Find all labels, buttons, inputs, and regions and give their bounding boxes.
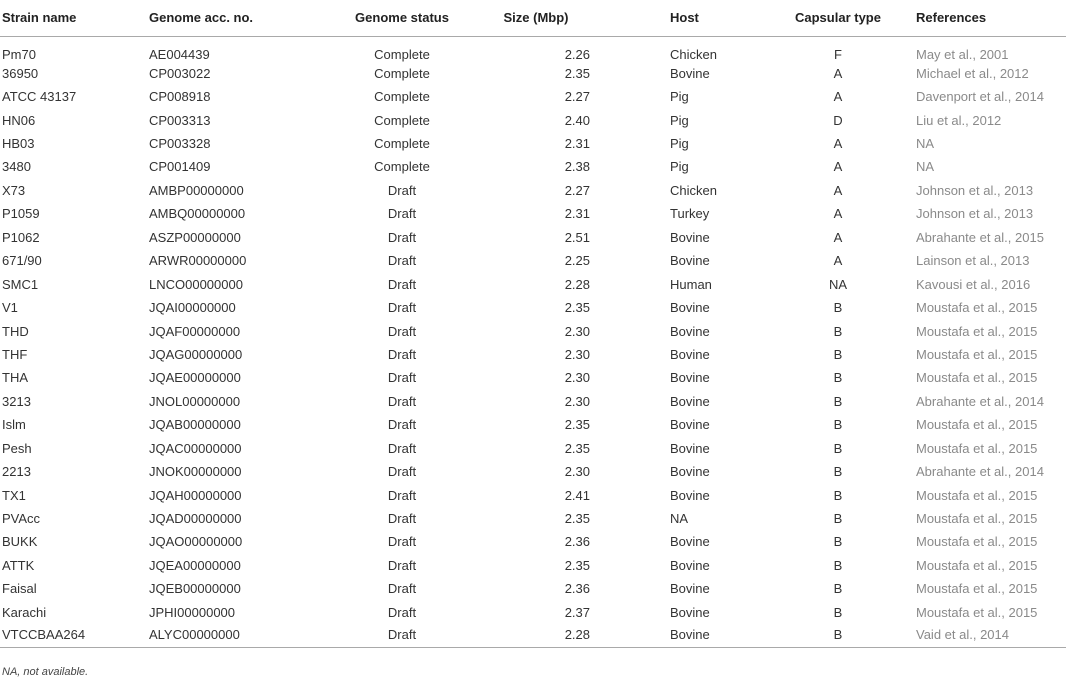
cell-reference: Moustafa et al., 2015 — [916, 323, 1038, 339]
header-host: Host — [590, 0, 778, 36]
cell-strain-name: 2213 — [2, 464, 31, 480]
cell-host: Bovine — [670, 253, 710, 269]
cell-reference: NA — [916, 159, 935, 175]
cell-size: 2.30 — [564, 323, 590, 339]
cell-host: Pig — [670, 89, 689, 105]
cell-genome-status: Draft — [387, 253, 417, 269]
cell-genome-acc: CP003328 — [149, 136, 211, 152]
table-row — [0, 554, 1066, 577]
header-size: Size (Mbp) — [482, 0, 590, 36]
table-row — [0, 155, 1066, 178]
cell-genome-acc: AMBP00000000 — [149, 182, 244, 198]
cell-strain-name: Islm — [2, 417, 26, 433]
cell-size: 2.37 — [564, 604, 590, 620]
table-row — [0, 202, 1066, 225]
cell-genome-acc: JQAF00000000 — [149, 323, 241, 339]
cell-strain-name: TX1 — [2, 487, 26, 503]
cell-host: Bovine — [670, 417, 710, 433]
cell-reference: Davenport et al., 2014 — [916, 89, 1044, 105]
table-row — [0, 624, 1066, 647]
cell-host: Pig — [670, 159, 689, 175]
cell-genome-acc: JQAC00000000 — [149, 440, 242, 456]
cell-strain-name: X73 — [2, 182, 26, 198]
cell-reference: Moustafa et al., 2015 — [916, 487, 1038, 503]
cell-strain-name: ATTK — [2, 557, 35, 573]
cell-size: 2.36 — [564, 534, 590, 550]
cell-capsular-type: B — [833, 417, 843, 433]
cell-host: NA — [670, 511, 689, 527]
table-row — [0, 390, 1066, 413]
cell-strain-name: Pesh — [2, 440, 32, 456]
cell-strain-name: PVAcc — [2, 511, 41, 527]
cell-reference: Lainson et al., 2013 — [916, 253, 1030, 269]
cell-genome-status: Complete — [374, 89, 430, 105]
cell-capsular-type: NA — [828, 276, 848, 292]
cell-strain-name: VTCCBAA264 — [0, 624, 149, 647]
cell-capsular-type: D — [833, 112, 843, 128]
cell-genome-acc: CP008918 — [149, 89, 211, 105]
table-row — [0, 366, 1066, 389]
cell-reference: Liu et al., 2012 — [916, 112, 1002, 128]
cell-capsular-type: A — [833, 229, 843, 245]
cell-genome-acc: JQAO00000000 — [149, 534, 243, 550]
cell-strain-name: Karachi — [2, 604, 47, 620]
cell-genome-status: Draft — [387, 487, 417, 503]
cell-reference: Moustafa et al., 2015 — [916, 534, 1038, 550]
cell-genome-acc: JPHI00000000 — [149, 604, 236, 620]
cell-capsular-type: B — [833, 557, 843, 573]
cell-strain-name: P1062 — [2, 229, 40, 245]
cell-size: 2.36 — [564, 581, 590, 597]
cell-capsular-type: A — [833, 159, 843, 175]
cell-size: 2.35 — [564, 417, 590, 433]
cell-genome-status: Draft — [387, 440, 417, 456]
cell-capsular-type: B — [833, 464, 843, 480]
cell-capsular-type: B — [833, 393, 843, 409]
cell-genome-acc: ASZP00000000 — [149, 229, 241, 245]
header-capsular-type: Capsular type — [778, 0, 898, 36]
cell-strain-name: BUKK — [2, 534, 38, 550]
cell-capsular-type: B — [833, 323, 843, 339]
cell-genome-acc: JQAI00000000 — [149, 300, 236, 316]
table-footnote: NA, not available. — [2, 666, 89, 678]
table-row — [0, 483, 1066, 506]
cell-size: 2.28 — [564, 276, 590, 292]
cell-genome-acc: JQAD00000000 — [149, 511, 242, 527]
cell-genome-acc: JNOK00000000 — [149, 464, 242, 480]
cell-host: Bovine — [670, 534, 710, 550]
cell-genome-status: Draft — [387, 323, 417, 339]
table-row — [0, 413, 1066, 436]
cell-genome-acc: CP003313 — [149, 112, 211, 128]
table-row — [0, 601, 1066, 624]
cell-genome-acc: JQEA00000000 — [149, 557, 241, 573]
cell-reference: Vaid et al., 2014 — [898, 624, 1066, 647]
cell-host: Bovine — [590, 624, 778, 647]
cell-genome-status: Complete — [374, 112, 430, 128]
cell-strain-name: HB03 — [2, 136, 35, 152]
cell-capsular-type: B — [833, 370, 843, 386]
cell-host: Bovine — [670, 65, 710, 81]
cell-reference: Moustafa et al., 2015 — [916, 557, 1038, 573]
cell-strain-name: 671/90 — [2, 253, 42, 269]
cell-genome-acc: ALYC00000000 — [149, 624, 322, 647]
cell-capsular-type: A — [833, 65, 843, 81]
cell-reference: May et al., 2001 — [916, 46, 1009, 62]
cell-reference: Moustafa et al., 2015 — [916, 300, 1038, 316]
cell-genome-acc: JQAH00000000 — [149, 487, 242, 503]
cell-genome-status: Draft — [387, 557, 417, 573]
cell-reference: NA — [916, 136, 935, 152]
cell-strain-name: HN06 — [2, 112, 36, 128]
cell-host: Bovine — [670, 323, 710, 339]
table-row — [0, 343, 1066, 366]
table-row — [0, 296, 1066, 319]
cell-host: Bovine — [670, 300, 710, 316]
cell-size: 2.26 — [564, 46, 590, 62]
cell-host: Bovine — [670, 557, 710, 573]
cell-capsular-type: A — [833, 89, 843, 105]
cell-strain-name: 3480 — [2, 159, 31, 175]
table-row — [0, 249, 1066, 272]
cell-capsular-type: B — [833, 534, 843, 550]
cell-host: Chicken — [670, 182, 717, 198]
cell-reference: Abrahante et al., 2014 — [916, 464, 1044, 480]
header-references: References — [898, 0, 1066, 36]
cell-size: 2.35 — [564, 300, 590, 316]
cell-genome-status: Complete — [374, 46, 430, 62]
cell-strain-name: SMC1 — [2, 276, 39, 292]
table-header — [0, 0, 1066, 36]
table-row — [0, 85, 1066, 108]
cell-genome-status: Draft — [387, 604, 417, 620]
table-row — [0, 132, 1066, 155]
cell-genome-status: Draft — [387, 511, 417, 527]
cell-strain-name: Faisal — [2, 581, 37, 597]
cell-size: 2.35 — [564, 65, 590, 81]
cell-capsular-type: B — [833, 604, 843, 620]
cell-reference: Kavousi et al., 2016 — [916, 276, 1031, 292]
cell-strain-name: Pm70 — [2, 46, 36, 62]
cell-genome-status: Draft — [387, 581, 417, 597]
cell-genome-status: Draft — [387, 300, 417, 316]
cell-host: Bovine — [670, 464, 710, 480]
cell-host: Bovine — [670, 487, 710, 503]
cell-reference: Abrahante et al., 2015 — [916, 229, 1044, 245]
table-row — [0, 62, 1066, 85]
header-strain-name: Strain name — [0, 0, 149, 36]
cell-capsular-type: B — [833, 300, 843, 316]
cell-size: 2.25 — [564, 253, 590, 269]
cell-host: Turkey — [670, 206, 710, 222]
cell-capsular-type: B — [833, 511, 843, 527]
cell-size: 2.31 — [564, 206, 590, 222]
cell-genome-status: Complete — [374, 65, 430, 81]
cell-reference: Moustafa et al., 2015 — [916, 417, 1038, 433]
cell-capsular-type: B — [833, 487, 843, 503]
cell-genome-status: Draft — [387, 534, 417, 550]
cell-size: 2.30 — [564, 346, 590, 362]
cell-size: 2.30 — [564, 393, 590, 409]
cell-reference: Michael et al., 2012 — [916, 65, 1029, 81]
cell-genome-status: Draft — [387, 370, 417, 386]
cell-strain-name: THF — [2, 346, 28, 362]
cell-capsular-type: B — [833, 346, 843, 362]
cell-genome-acc: JQAB00000000 — [149, 417, 241, 433]
cell-host: Pig — [670, 136, 689, 152]
table-row — [0, 507, 1066, 530]
cell-genome-acc: LNCO00000000 — [149, 276, 243, 292]
cell-size: 2.38 — [564, 159, 590, 175]
cell-size: 2.35 — [564, 511, 590, 527]
cell-genome-acc: JQAE00000000 — [149, 370, 241, 386]
cell-size: 2.30 — [564, 370, 590, 386]
cell-strain-name: 3213 — [2, 393, 31, 409]
cell-reference: Abrahante et al., 2014 — [916, 393, 1044, 409]
table-row — [0, 36, 1066, 62]
header-genome-acc: Genome acc. no. — [149, 0, 322, 36]
cell-genome-status: Draft — [387, 464, 417, 480]
cell-reference: Johnson et al., 2013 — [916, 182, 1034, 198]
table-row — [0, 437, 1066, 460]
cell-host: Pig — [670, 112, 689, 128]
cell-capsular-type: A — [833, 253, 843, 269]
cell-size: 2.27 — [564, 182, 590, 198]
table-row — [0, 108, 1066, 131]
table-row — [0, 319, 1066, 342]
cell-size: 2.30 — [564, 464, 590, 480]
cell-host: Bovine — [670, 604, 710, 620]
cell-reference: Moustafa et al., 2015 — [916, 346, 1038, 362]
cell-capsular-type: A — [833, 182, 843, 198]
cell-genome-status: Draft — [322, 624, 482, 647]
cell-capsular-type: B — [778, 624, 898, 647]
cell-reference: Moustafa et al., 2015 — [916, 581, 1038, 597]
cell-genome-status: Draft — [387, 229, 417, 245]
cell-host: Bovine — [670, 229, 710, 245]
cell-host: Bovine — [670, 440, 710, 456]
cell-genome-acc: JQEB00000000 — [149, 581, 241, 597]
cell-genome-status: Draft — [387, 206, 417, 222]
table-body — [0, 36, 1066, 647]
cell-strain-name: THD — [2, 323, 29, 339]
cell-capsular-type: B — [833, 581, 843, 597]
cell-genome-status: Complete — [374, 136, 430, 152]
cell-capsular-type: A — [833, 136, 843, 152]
cell-genome-status: Draft — [387, 417, 417, 433]
cell-genome-acc: JQAG00000000 — [149, 346, 243, 362]
cell-genome-acc: AMBQ00000000 — [149, 206, 246, 222]
cell-capsular-type: A — [833, 206, 843, 222]
cell-reference: Moustafa et al., 2015 — [916, 370, 1038, 386]
cell-strain-name: V1 — [2, 300, 18, 316]
header-row — [0, 0, 1066, 36]
table-row — [0, 460, 1066, 483]
cell-size: 2.51 — [564, 229, 590, 245]
cell-host: Bovine — [670, 581, 710, 597]
cell-genome-status: Draft — [387, 393, 417, 409]
cell-genome-status: Draft — [387, 346, 417, 362]
cell-genome-status: Complete — [374, 159, 430, 175]
cell-size: 2.41 — [564, 487, 590, 503]
cell-host: Chicken — [670, 46, 717, 62]
cell-strain-name: P1059 — [2, 206, 40, 222]
table-row — [0, 272, 1066, 295]
cell-host: Bovine — [670, 370, 710, 386]
cell-genome-status: Draft — [387, 182, 417, 198]
cell-size: 2.31 — [564, 136, 590, 152]
cell-reference: Moustafa et al., 2015 — [916, 604, 1038, 620]
cell-genome-acc: CP001409 — [149, 159, 211, 175]
cell-reference: Moustafa et al., 2015 — [916, 440, 1038, 456]
cell-genome-acc: JNOL00000000 — [149, 393, 241, 409]
cell-genome-acc: ARWR00000000 — [149, 253, 247, 269]
table-row — [0, 179, 1066, 202]
cell-strain-name: ATCC 43137 — [2, 89, 77, 105]
cell-genome-status: Draft — [387, 276, 417, 292]
cell-capsular-type: B — [833, 440, 843, 456]
cell-size: 2.27 — [564, 89, 590, 105]
table-row — [0, 577, 1066, 600]
table-row — [0, 530, 1066, 553]
cell-strain-name: 36950 — [2, 65, 39, 81]
cell-size: 2.35 — [564, 557, 590, 573]
cell-size: 2.28 — [482, 624, 590, 647]
cell-genome-acc: CP003022 — [149, 65, 211, 81]
cell-size: 2.40 — [564, 112, 590, 128]
table-row — [0, 226, 1066, 249]
cell-reference: Moustafa et al., 2015 — [916, 511, 1038, 527]
header-genome-status: Genome status — [322, 0, 482, 36]
cell-genome-acc: AE004439 — [149, 46, 210, 62]
cell-size: 2.35 — [564, 440, 590, 456]
cell-strain-name: THA — [2, 370, 28, 386]
cell-capsular-type: F — [834, 46, 842, 62]
cell-host: Bovine — [670, 346, 710, 362]
cell-host: Human — [670, 276, 712, 292]
cell-reference: Johnson et al., 2013 — [916, 206, 1034, 222]
cell-host: Bovine — [670, 393, 710, 409]
